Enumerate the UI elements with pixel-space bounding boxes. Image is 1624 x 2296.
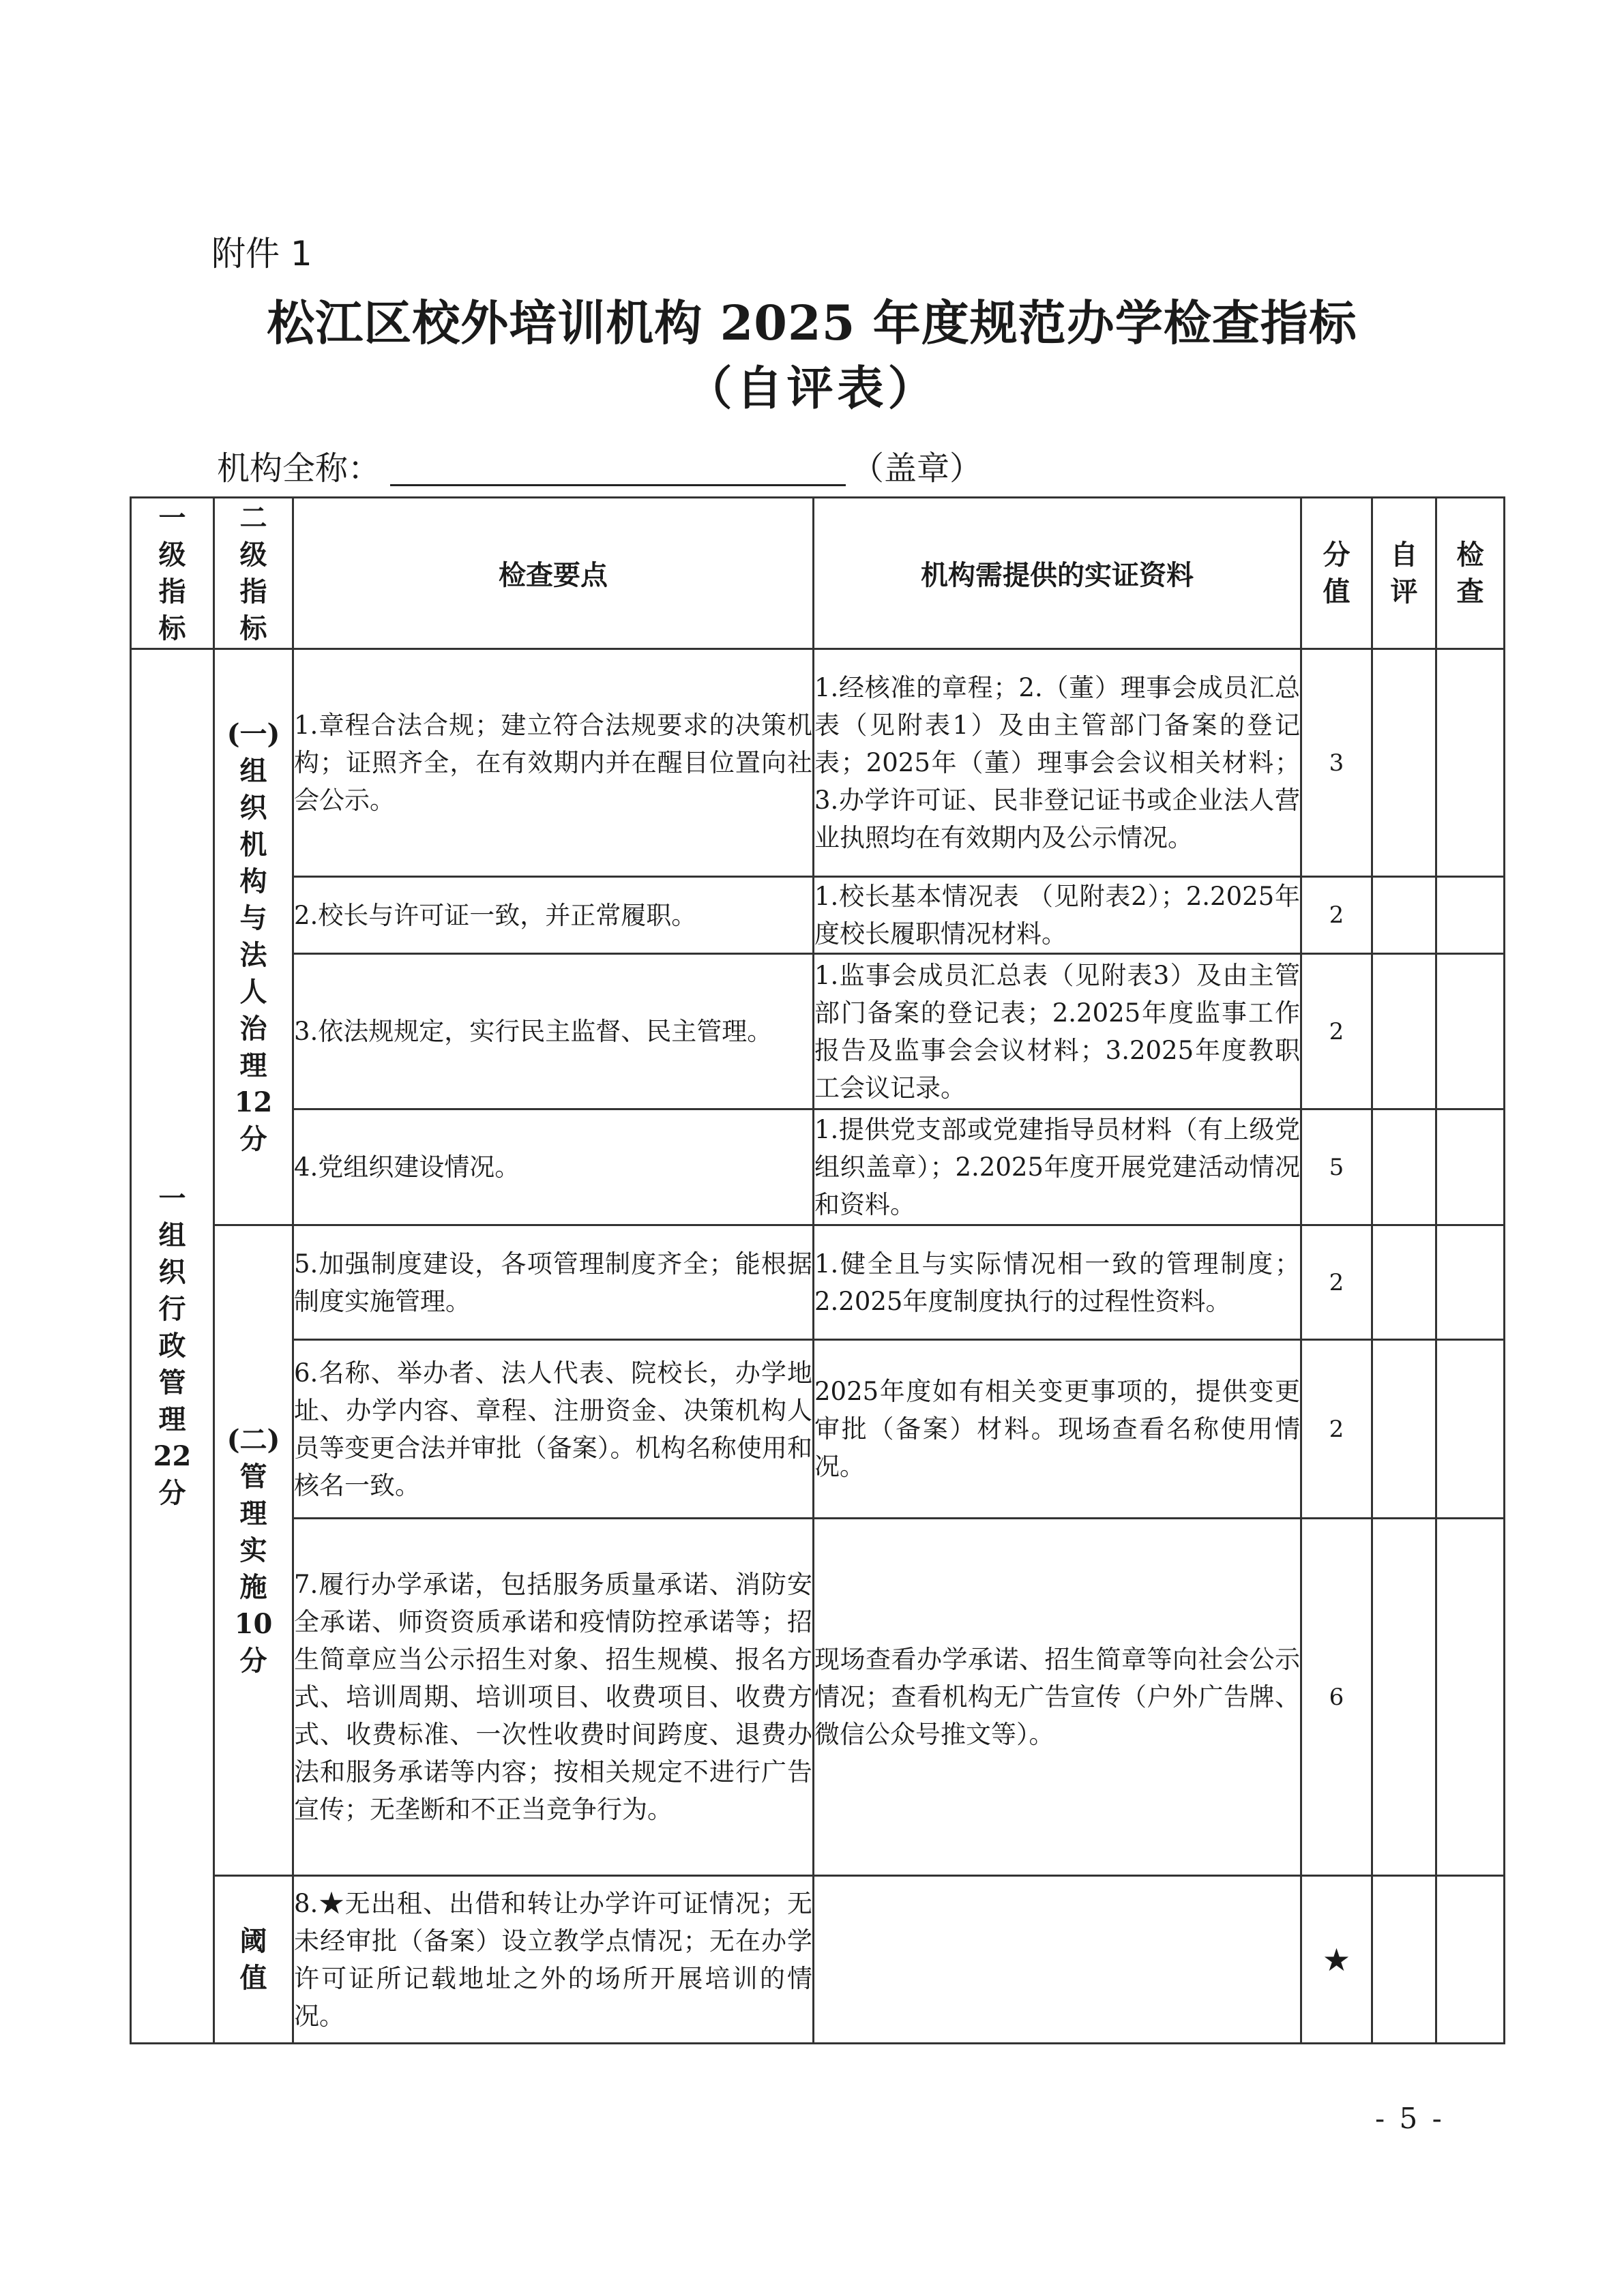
header-row bbox=[131, 498, 1505, 649]
score-cell: 5 bbox=[1301, 1109, 1372, 1225]
score-cell: 6 bbox=[1301, 1519, 1372, 1876]
score-cell: 3 bbox=[1301, 649, 1372, 877]
table-row bbox=[131, 649, 1505, 877]
header-inspection: 检 查 bbox=[1436, 498, 1505, 649]
check-point-cell: 1.章程合法合规；建立符合法规要求的决策机构；证照齐全，在有效期内并在醒目位置向社会公示。 bbox=[293, 649, 814, 877]
inspection-cell[interactable] bbox=[1436, 649, 1505, 877]
organization-name-blank[interactable] bbox=[390, 454, 846, 486]
inspection-table bbox=[130, 496, 1505, 2044]
inspection-cell[interactable] bbox=[1436, 1109, 1505, 1225]
score-cell: 2 bbox=[1301, 1225, 1372, 1340]
level2-indicator-management: (二) 管 理 实 施 10 分 bbox=[214, 1225, 293, 1876]
check-point-cell: 8.★无出租、出借和转让办学许可证情况；无未经审批（备案）设立教学点情况；无在办学许可证所记载地址之外的场所开展培训的情况。 bbox=[293, 1876, 814, 2044]
table-row bbox=[131, 1519, 1505, 1876]
self-evaluation-cell[interactable] bbox=[1372, 954, 1436, 1109]
stamp-note: （盖章） bbox=[851, 449, 983, 488]
self-evaluation-cell[interactable] bbox=[1372, 649, 1436, 877]
check-point-cell: 6.名称、举办者、法人代表、院校长，办学地址、办学内容、章程、注册资金、决策机构人员等变更合法并审批（备案）。机构名称使用和核名一致。 bbox=[293, 1340, 814, 1519]
score-cell: 2 bbox=[1301, 877, 1372, 954]
organization-name-row bbox=[217, 442, 982, 489]
evidence-cell: 2025年度如有相关变更事项的，提供变更审批（备案）材料。现场查看名称使用情况。 bbox=[814, 1340, 1301, 1519]
score-cell-star: ★ bbox=[1301, 1876, 1372, 2044]
inspection-cell[interactable] bbox=[1436, 954, 1505, 1109]
level2-indicator-threshold: 阈 值 bbox=[214, 1876, 293, 2044]
header-level1: 一 级 指 标 bbox=[131, 498, 214, 649]
attachment-label: 附件 1 bbox=[211, 234, 312, 273]
score-cell: 2 bbox=[1301, 954, 1372, 1109]
inspection-cell[interactable] bbox=[1436, 1340, 1505, 1519]
evidence-cell: 1.健全且与实际情况相一致的管理制度；2.2025年度制度执行的过程性资料。 bbox=[814, 1225, 1301, 1340]
level1-indicator: 一 组 织 行 政 管 理 22 分 bbox=[131, 649, 214, 2044]
self-evaluation-cell[interactable] bbox=[1372, 1109, 1436, 1225]
score-cell: 2 bbox=[1301, 1340, 1372, 1519]
evidence-cell: 1.经核准的章程；2.（董）理事会成员汇总表（见附表1）及由主管部门备案的登记表；2025年（董）理事会会议相关材料；3.办学许可证、民非登记证书或企业法人营业执照均在有效期内及公示情况。 bbox=[814, 649, 1301, 877]
self-evaluation-cell[interactable] bbox=[1372, 1340, 1436, 1519]
check-point-cell: 3.依法规规定，实行民主监督、民主管理。 bbox=[293, 954, 814, 1109]
self-evaluation-cell[interactable] bbox=[1372, 877, 1436, 954]
organization-name-label: 机构全称： bbox=[217, 449, 381, 488]
inspection-cell[interactable] bbox=[1436, 1519, 1505, 1876]
evidence-cell: 1.监事会成员汇总表（见附表3）及由主管部门备案的登记表；2.2025年度监事工作报告及监事会会议材料；3.2025年度教职工会议记录。 bbox=[814, 954, 1301, 1109]
header-self-evaluation: 自 评 bbox=[1372, 498, 1436, 649]
self-evaluation-cell[interactable] bbox=[1372, 1519, 1436, 1876]
self-evaluation-cell[interactable] bbox=[1372, 1876, 1436, 2044]
table-row bbox=[131, 1340, 1505, 1519]
evidence-cell: 现场查看办学承诺、招生简章等向社会公示情况；查看机构无广告宣传（户外广告牌、微信公众号推文等）。 bbox=[814, 1519, 1301, 1876]
check-point-cell: 4.党组织建设情况。 bbox=[293, 1109, 814, 1225]
table-row bbox=[131, 1876, 1505, 2044]
evidence-cell: 1.提供党支部或党建指导员材料（有上级党组织盖章）；2.2025年度开展党建活动情况和资料。 bbox=[814, 1109, 1301, 1225]
table-row bbox=[131, 877, 1505, 954]
header-check-points: 检查要点 bbox=[293, 498, 814, 649]
check-point-cell: 5.加强制度建设，各项管理制度齐全；能根据制度实施管理。 bbox=[293, 1225, 814, 1340]
evidence-cell bbox=[814, 1876, 1301, 2044]
document-title: 松江区校外培训机构 2025 年度规范办学检查指标 bbox=[267, 295, 1357, 351]
inspection-cell[interactable] bbox=[1436, 1225, 1505, 1340]
table-row bbox=[131, 954, 1505, 1109]
self-evaluation-cell[interactable] bbox=[1372, 1225, 1436, 1340]
evidence-cell: 1.校长基本情况表 （见附表2）；2.2025年度校长履职情况材料。 bbox=[814, 877, 1301, 954]
page-number: - 5 - bbox=[1375, 2102, 1445, 2135]
check-point-cell: 7.履行办学承诺，包括服务质量承诺、消防安全承诺、师资资质承诺和疫情防控承诺等；招生简章应当公示招生对象、招生规模、报名方式、培训周期、培训项目、收费项目、收费方式、收费标准、一次性收费时间跨度、退费办法和服务承诺等内容；按相关规定不进行广告宣传；无垄断和不正当竞争行为。 bbox=[293, 1519, 814, 1876]
level2-indicator-org: (一) 组 织 机 构 与 法 人 治 理 12 分 bbox=[214, 649, 293, 1225]
table-row bbox=[131, 1109, 1505, 1225]
inspection-cell[interactable] bbox=[1436, 1876, 1505, 2044]
inspection-cell[interactable] bbox=[1436, 877, 1505, 954]
document-subtitle: （自评表） bbox=[685, 361, 939, 416]
header-level2: 二 级 指 标 bbox=[214, 498, 293, 649]
table-row bbox=[131, 1225, 1505, 1340]
header-evidence: 机构需提供的实证资料 bbox=[814, 498, 1301, 649]
header-score: 分 值 bbox=[1301, 498, 1372, 649]
check-point-cell: 2.校长与许可证一致，并正常履职。 bbox=[293, 877, 814, 954]
